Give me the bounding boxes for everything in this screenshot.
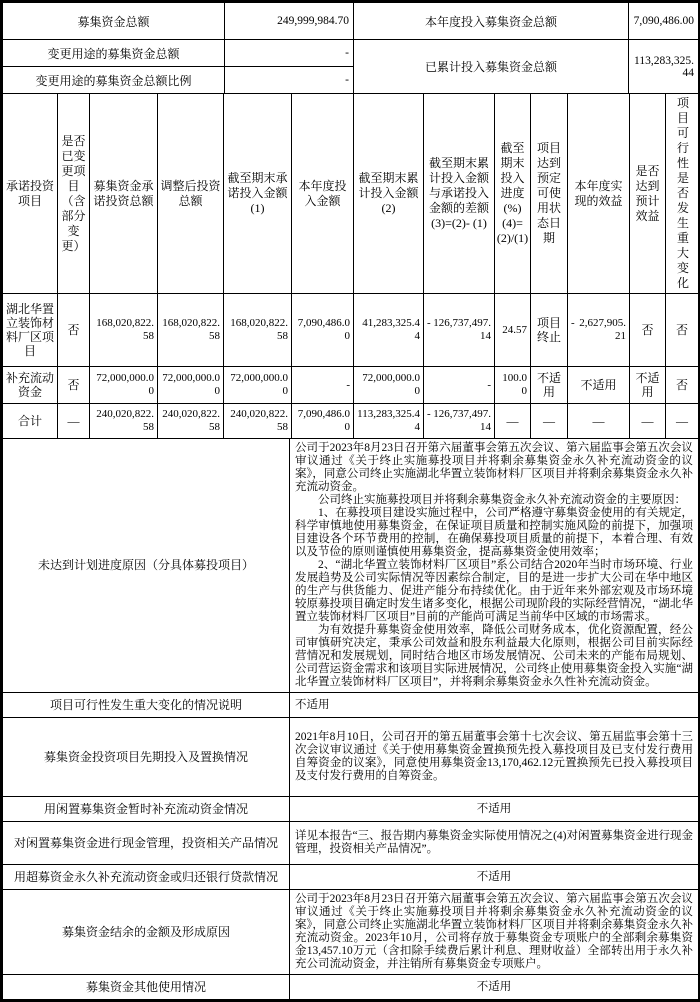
total-cumulative: 113,283,325.44 xyxy=(354,404,424,439)
wc-committed-total: 72,000,000.00 xyxy=(90,367,158,404)
project-committed-total: 168,020,822.58 xyxy=(90,294,158,367)
wc-changed: 否 xyxy=(58,367,90,404)
total-changed: — xyxy=(58,404,90,439)
project-adjusted-total: 168,020,822.58 xyxy=(158,294,224,367)
header-adjusted-total: 调整后投资总额 xyxy=(158,94,224,294)
project-year-benefit: - 2,627,905.21 xyxy=(568,294,630,367)
wc-cumulative: 72,000,000.00 xyxy=(354,367,424,404)
changed-ratio-label: 变更用途的募集资金总额比例 xyxy=(3,67,225,94)
total-benefit-met: — xyxy=(630,404,666,439)
total-raised-value: 249,999,984.70 xyxy=(225,3,354,40)
changed-value: - xyxy=(225,40,354,67)
cumulative-value: 113,283,325.44 xyxy=(629,40,699,94)
total-adjusted-total: 240,020,822.58 xyxy=(158,404,224,439)
section-over-raised xyxy=(3,865,699,890)
total-name: 合计 xyxy=(3,404,58,439)
over-raised-content: 不适用 xyxy=(290,865,699,890)
table-row-project xyxy=(3,294,699,367)
changed-ratio-value: - xyxy=(225,67,354,94)
surplus-reason-label: 募集资金结余的金额及形成原因 xyxy=(3,890,290,975)
section-pre-investment xyxy=(3,718,699,797)
minus-sign: - xyxy=(427,408,431,420)
wc-name: 补充流动资金 xyxy=(3,367,58,404)
wc-benefit-met: 不适用 xyxy=(630,367,666,404)
total-progress: — xyxy=(495,404,531,439)
project-progress: 24.57 xyxy=(495,294,531,367)
paragraph: 公司终止实施募投项目并将剩余募集资金永久补充流动资金的主要原因： xyxy=(318,494,686,506)
minus-sign: - xyxy=(427,317,431,329)
section-other-usage xyxy=(3,975,699,1000)
header-cumulative-invested: 截至期末累计投入金额(2) xyxy=(354,94,424,294)
wc-year-invested: - xyxy=(292,367,354,404)
project-table xyxy=(2,93,699,439)
project-name: 湖北华置立装饰材料厂区项目 xyxy=(3,294,58,367)
section-progress-reason xyxy=(3,439,699,693)
header-year-invested: 本年度投入金额 xyxy=(292,94,354,294)
progress-reason-label: 未达到计划进度原因（分具体募投项目） xyxy=(3,439,290,693)
pre-investment-content: 2021年8月10日，公司召开的第五届董事会第十七次会议、第五届监事会第十三次会议审议通过《关于使用募集资金置换预先投入募投项目及已支付发行费用自筹资金的议案》，同意使用募集资金13,170,462.12元置换预先已投入募投项目及支付发行费用的自筹资金。 xyxy=(290,718,699,797)
paragraph: 2、“湖北华置立装饰材料厂区项目”系公司结合2020年当时市场环境、行业发展趋势及公司实际情况等因素综合制定，目的是进一步扩大公司在华中地区的生产与供货能力、促进产能分布持续优化。由于近年来外部宏观及市场环境较原募投项目确定时发生诸多变化，根据公司现阶段的实际经营情况，“湖北华置立装饰材料厂区项目”目前的产能尚可满足当前华中区域的市场需求。 xyxy=(295,559,693,623)
section-cash-management xyxy=(3,822,699,865)
header-difference: 截至期末累计投入金额与承诺投入金额的差额(3)=(2)- (1) xyxy=(424,94,495,294)
total-raised-label: 募集资金总额 xyxy=(3,3,225,40)
project-feasibility-change: 否 xyxy=(666,294,699,367)
wc-progress: 100.00 xyxy=(495,367,531,404)
project-cumulative: 41,283,325.44 xyxy=(354,294,424,367)
progress-reason-content xyxy=(290,439,699,693)
other-usage-content: 不适用 xyxy=(290,975,699,1000)
wc-difference: - xyxy=(424,367,495,404)
total-ready-date: — xyxy=(531,404,568,439)
idle-temp-content: 不适用 xyxy=(290,797,699,822)
project-changed: 否 xyxy=(58,294,90,367)
feasibility-change-content: 不适用 xyxy=(290,693,699,718)
summary-row-changed xyxy=(3,40,699,67)
paragraph: 1、在募投项目建设实施过程中，公司严格遵守募集资金使用的有关规定，科学审慎地使用募集资金，在保证项目质量和控制实施风险的前提下，加强项目建设各个环节费用的控制，在确保募投项目质量的前提下，本着合理、有效以及节俭的原则谨慎使用募集资金，提高募集资金使用效率； xyxy=(295,507,693,558)
pre-investment-label: 募集资金投资项目先期投入及置换情况 xyxy=(3,718,290,797)
feasibility-change-label: 项目可行性发生重大变化的情况说明 xyxy=(3,693,290,718)
wc-feasibility-change: 否 xyxy=(666,367,699,404)
table-row-working-capital xyxy=(3,367,699,404)
header-committed-total: 募集资金承诺投资总额 xyxy=(90,94,158,294)
header-year-benefit: 本年度实现的效益 xyxy=(568,94,630,294)
year-invested-value: 7,090,486.00 xyxy=(629,3,699,40)
total-year-invested: 7,090,486.00 xyxy=(292,404,354,439)
total-committed-total: 240,020,822.58 xyxy=(90,404,158,439)
section-idle-temp-working-capital xyxy=(3,797,699,822)
project-ready-date: 项目终止 xyxy=(531,294,568,367)
header-feasibility-change: 项目可行性是否发生重大变化 xyxy=(666,94,699,294)
header-benefit-met: 是否达到预计效益 xyxy=(630,94,666,294)
project-year-invested: 7,090,486.00 xyxy=(292,294,354,367)
other-usage-label: 募集资金其他使用情况 xyxy=(3,975,290,1000)
cumulative-label: 已累计投入募集资金总额 xyxy=(354,40,629,94)
wc-year-benefit: 不适用 xyxy=(568,367,630,404)
idle-temp-label: 用闲置募集资金暂时补充流动资金情况 xyxy=(3,797,290,822)
over-raised-label: 用超募资金永久补充流动资金或归还银行贷款情况 xyxy=(3,865,290,890)
paragraph: 为有效提升募集资金使用效率，降低公司财务成本，优化资源配置，经公司审慎研究决定，秉承公司效益和股东利益最大化原则，根据公司目前实际经营情况和发展规划，同时结合地区市场发展情况、公司未来的产能布局规划、公司营运资金需求和该项目实际进展情况，公司终止使用募集资金投入实施“湖北华置立装饰材料厂区项目”，并将剩余募集资金永久性补充流动资金。 xyxy=(295,624,693,688)
project-benefit-met: 否 xyxy=(630,294,666,367)
wc-ready-date: 不适用 xyxy=(531,367,568,404)
paragraph: 公司于2023年8月23日召开第六届董事会第五次会议、第六届监事会第五次会议审议通过《关于终止实施募投项目并将剩余募集资金永久补充流动资金的议案》，同意公司终止实施湖北华置立装饰材料厂区项目并将剩余募集资金永久补充流动资金。 xyxy=(295,442,693,493)
total-feasibility-change: — xyxy=(666,404,699,439)
section-surplus-reason xyxy=(3,890,699,975)
changed-label: 变更用途的募集资金总额 xyxy=(3,40,225,67)
wc-committed-by-end: 72,000,000.00 xyxy=(224,367,292,404)
total-difference: - 126,737,497.14 xyxy=(424,404,495,439)
project-table-header-row xyxy=(3,94,699,294)
wc-adjusted-total: 72,000,000.00 xyxy=(158,367,224,404)
sections-table xyxy=(2,438,699,1000)
cash-management-label: 对闲置募集资金进行现金管理，投资相关产品情况 xyxy=(3,822,290,865)
year-invested-label: 本年度投入募集资金总额 xyxy=(354,3,629,40)
table-row-total xyxy=(3,404,699,439)
header-committed-by-period-end: 截至期末承诺投入金额(1) xyxy=(224,94,292,294)
cash-management-content: 详见本报告“三、报告期内募集资金实际使用情况之(4)对闲置募集资金进行现金管理，投资相关产品情况”。 xyxy=(290,822,699,865)
minus-sign: - xyxy=(571,317,575,329)
header-committed-project: 承诺投资项目 xyxy=(3,94,58,294)
total-year-benefit: — xyxy=(568,404,630,439)
summary-table xyxy=(2,2,699,94)
surplus-reason-content: 公司于2023年8月23日召开第六届董事会第五次会议、第六届监事会第五次会议审议通过《关于终止实施募投项目并将剩余募集资金永久补充流动资金的议案》，同意公司终止实施湖北华置立装饰材料厂区项目并将剩余募集资金永久补充流动资金。2023年10月，公司将存放于募集资金专项账户的全部剩余募集资金13,457.10万元（含扣除手续费后累计利息、理财收益）全部转出用于永久补充公司流动资金，并注销所有募集资金专项账户。 xyxy=(290,890,699,975)
header-progress-pct: 截至期末投入进度(%)(4)=(2)/(1) xyxy=(495,94,531,294)
header-ready-date: 项目达到预定可使用状态日期 xyxy=(531,94,568,294)
project-committed-by-end: 168,020,822.58 xyxy=(224,294,292,367)
total-committed-by-end: 240,020,822.58 xyxy=(224,404,292,439)
project-difference: - 126,737,497.14 xyxy=(424,294,495,367)
section-feasibility-change xyxy=(3,693,699,718)
header-changed: 是否已变更项目（含部分变更） xyxy=(58,94,90,294)
summary-row-total xyxy=(3,3,699,40)
